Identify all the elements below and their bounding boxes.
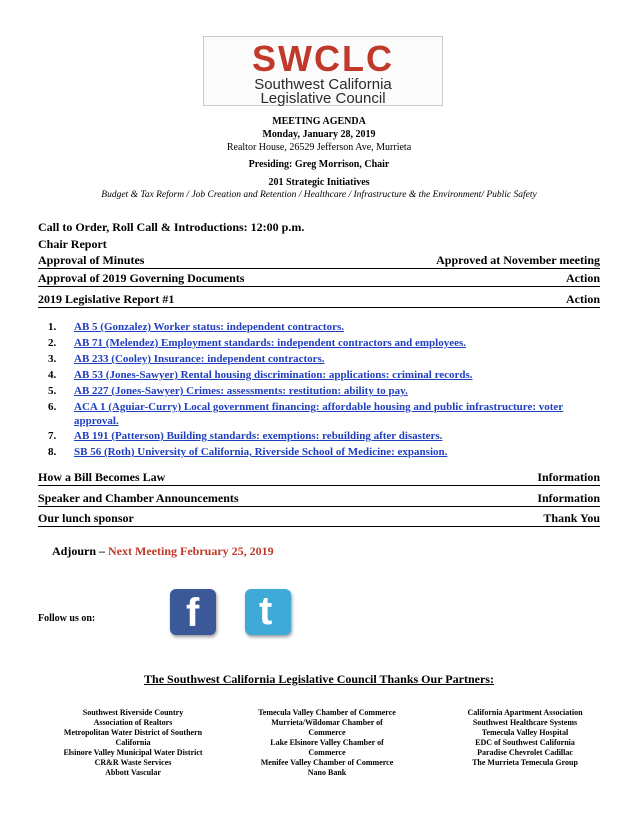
bill-item[interactable] — [48, 320, 603, 334]
meeting-date: Monday, January 28, 2019 — [262, 129, 376, 140]
partner-line: Southwest Healthcare Systems — [472, 718, 578, 727]
minutes-row — [38, 253, 600, 269]
bill-link[interactable]: SB 56 (Roth) University of California, Riverside School of Medicine: expansion. — [74, 446, 448, 458]
minutes-label: Approval of Minutes — [38, 253, 145, 267]
bill-number: 3. — [48, 353, 57, 365]
partner-line: Elsinore Valley Municipal Water District — [63, 748, 203, 757]
minutes-status: Approved at November meeting — [436, 253, 600, 267]
partners-column-3 — [430, 708, 620, 768]
adjourn-line — [52, 544, 274, 559]
governing-label: Approval of 2019 Governing Documents — [38, 271, 245, 285]
bill-link[interactable]: AB 5 (Gonzalez) Worker status: independent contractors. — [74, 321, 344, 333]
bill-item[interactable] — [48, 445, 603, 459]
bill-link[interactable]: AB 71 (Melendez) Employment standards: independent contractors and employees. — [74, 337, 467, 349]
partners-title — [0, 672, 638, 687]
swclc-logo — [203, 36, 443, 106]
partner-line: Lake Elsinore Valley Chamber of — [270, 738, 384, 747]
initiatives-list: Budget & Tax Reform / Job Creation and Retention / Healthcare / Infrastructure & the Environment/ Public Safety — [101, 190, 537, 200]
partner-line: California Apartment Association — [467, 708, 583, 717]
bill-number: 1. — [48, 321, 57, 333]
logo-acronym: SWCLC — [252, 38, 394, 79]
governing-row — [38, 271, 600, 287]
agenda-title: MEETING AGENDA — [272, 116, 366, 127]
speaker-status: Information — [537, 491, 600, 505]
bill-law-row — [38, 470, 600, 486]
meeting-location: Realtor House, 26529 Jefferson Ave, Murrieta — [226, 142, 412, 153]
bill-link[interactable]: ACA 1 (Aguiar-Curry) Local government financing: affordable housing and public infrastructure: voter approval. — [74, 401, 564, 427]
facebook-glyph: f — [186, 591, 200, 635]
bill-number: 7. — [48, 430, 57, 442]
partner-line: California — [115, 738, 151, 747]
logo-line-1: Southwest California — [254, 76, 392, 93]
partner-line: EDC of Southwest California — [475, 738, 575, 747]
partner-line: Temecula Valley Chamber of Commerce — [258, 708, 396, 717]
twitter-glyph: t — [259, 589, 273, 633]
bill-item[interactable] — [48, 400, 603, 428]
partners-title-text: The Southwest California Legislative Council Thanks Our Partners: — [144, 672, 494, 686]
speaker-row — [38, 491, 600, 507]
logo-line-2: Legislative Council — [260, 90, 386, 107]
partner-line: Association of Realtors — [93, 718, 173, 727]
lunch-sponsor-label: Our lunch sponsor — [38, 511, 134, 525]
initiatives-title: 201 Strategic Initiatives — [268, 177, 370, 188]
bill-link[interactable]: AB 53 (Jones-Sawyer) Rental housing discrimination: applications: criminal records. — [74, 369, 473, 381]
bill-link[interactable]: AB 227 (Jones-Sawyer) Crimes: assessments: restitution: ability to pay. — [74, 385, 408, 397]
twitter-icon[interactable] — [245, 589, 291, 635]
bill-number: 5. — [48, 385, 57, 397]
partner-line: The Murrieta Temecula Group — [472, 758, 578, 767]
legislative-report-label: 2019 Legislative Report #1 — [38, 292, 175, 306]
bill-law-status: Information — [537, 470, 600, 484]
bill-item[interactable] — [48, 368, 603, 382]
partner-line: CR&R Waste Services — [94, 758, 172, 767]
bill-number: 8. — [48, 446, 57, 458]
speaker-label: Speaker and Chamber Announcements — [38, 491, 239, 505]
bill-number: 2. — [48, 337, 57, 349]
bill-item[interactable] — [48, 429, 603, 443]
lunch-sponsor-status: Thank You — [543, 511, 600, 525]
bill-link[interactable]: AB 233 (Cooley) Insurance: independent contractors. — [74, 353, 325, 365]
partner-line: Nano Bank — [307, 768, 347, 777]
bill-number: 4. — [48, 369, 57, 381]
partners-column-1 — [38, 708, 228, 778]
chair-report: Chair Report — [38, 237, 107, 251]
follow-us-label: Follow us on: — [38, 613, 96, 624]
presiding-chair: Presiding: Greg Morrison, Chair — [248, 159, 390, 170]
partner-line: Abbott Vascular — [105, 768, 161, 777]
call-to-order: Call to Order, Roll Call & Introductions: 12:00 p.m. — [38, 220, 305, 234]
legislative-report-row — [38, 292, 600, 308]
partner-line: Metropolitan Water District of Southern — [63, 728, 203, 737]
partner-line: Murrieta/Wildomar Chamber of — [271, 718, 383, 727]
adjourn-label: Adjourn – — [52, 544, 106, 558]
partner-line: Commerce — [308, 728, 346, 737]
bill-law-label: How a Bill Becomes Law — [38, 470, 166, 484]
partner-line: Southwest Riverside Country — [82, 708, 184, 717]
lunch-sponsor-row — [38, 511, 600, 527]
bill-item[interactable] — [48, 352, 603, 366]
next-meeting: Next Meeting February 25, 2019 — [108, 544, 274, 558]
partner-line: Commerce — [308, 748, 346, 757]
bill-item[interactable] — [48, 336, 603, 350]
partner-line: Menifee Valley Chamber of Commerce — [260, 758, 394, 767]
legislative-report-status: Action — [566, 292, 600, 306]
partner-line: Temecula Valley Hospital — [481, 728, 569, 737]
facebook-icon[interactable] — [170, 589, 216, 635]
partner-line: Paradise Chevrolet Cadillac — [477, 748, 573, 757]
bill-item[interactable] — [48, 384, 603, 398]
bill-link[interactable]: AB 191 (Patterson) Building standards: exemptions: rebuilding after disasters. — [74, 430, 443, 442]
bill-number: 6. — [48, 401, 57, 413]
partners-column-2 — [232, 708, 422, 778]
governing-status: Action — [566, 271, 600, 285]
